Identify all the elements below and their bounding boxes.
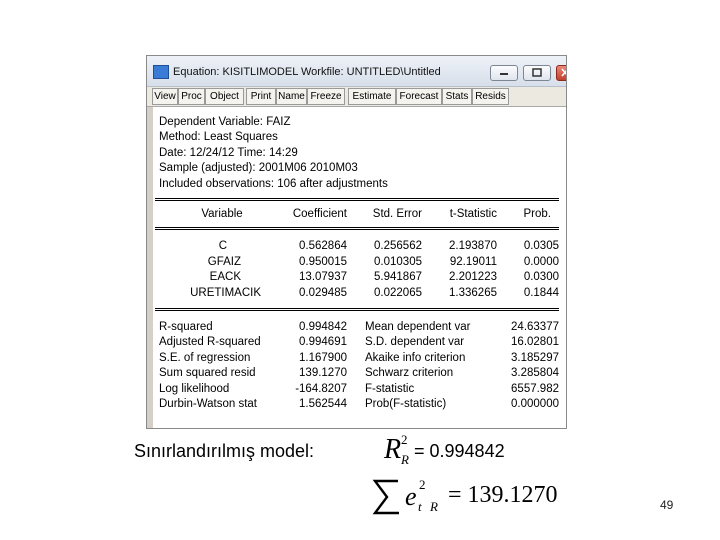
stat-value: 3.285804 [511, 367, 559, 379]
stat-value: -164.8207 [295, 383, 347, 395]
toolbar-forecast-button[interactable]: Forecast [396, 88, 442, 105]
stat-label: S.D. dependent var [365, 336, 465, 348]
toolbar-view-button[interactable]: View [152, 88, 178, 105]
method-line: Method: Least Squares [159, 131, 278, 143]
restricted-model-caption: Sınırlandırılmış model: [134, 441, 315, 461]
r-subscript: R [430, 499, 438, 514]
toolbar-freeze-button[interactable]: Freeze [307, 88, 345, 105]
toolbar-object-button[interactable]: Object [205, 88, 244, 105]
toolbar-print-button[interactable]: Print [246, 88, 276, 105]
sse-value: = 139.1270 [448, 482, 558, 508]
minimize-icon [498, 68, 510, 76]
toolbar-stats-button[interactable]: Stats [442, 88, 472, 105]
sigma-icon [372, 478, 402, 516]
stat-label: Prob(F-statistic) [365, 398, 447, 410]
scroll-margin [147, 107, 153, 428]
maximize-icon [531, 68, 543, 77]
squared-superscript: 2 [401, 432, 408, 447]
column-header-prob: Prob. [523, 208, 551, 220]
observations-line: Included observations: 106 after adjustments [159, 178, 388, 190]
window-title: Equation: KISITLIMODEL Workfile: UNTITLED\Untitled [173, 66, 441, 78]
stat-value: 139.1270 [299, 367, 347, 379]
r-symbol: R [384, 434, 402, 465]
std-error-value: 0.010305 [374, 256, 422, 268]
stat-value: 6557.982 [511, 383, 559, 395]
stat-label: Sum squared resid [159, 367, 256, 379]
variable-name: URETIMACIK [190, 287, 261, 299]
variable-name: EACK [209, 271, 241, 283]
t-statistic-value: 92.19011 [449, 256, 497, 268]
divider [155, 308, 559, 309]
dependent-variable: Dependent Variable: FAIZ [159, 116, 291, 128]
stat-value: 1.167900 [299, 352, 347, 364]
coefficient-value: 0.562864 [299, 240, 347, 252]
t-statistic-value: 2.201223 [449, 271, 497, 283]
stat-label: Log likelihood [159, 383, 230, 395]
column-header-variable: Variable [201, 208, 243, 220]
stat-label: Akaike info criterion [365, 352, 466, 364]
column-header-coefficient: Coefficient [292, 208, 347, 220]
stat-value: 0.994842 [299, 321, 347, 333]
page-number: 49 [660, 498, 674, 512]
stat-label: Adjusted R-squared [159, 336, 261, 348]
std-error-value: 5.941867 [374, 271, 422, 283]
toolbar-proc-button[interactable]: Proc [178, 88, 205, 105]
stat-value: 16.02801 [511, 336, 559, 348]
t-statistic-value: 1.336265 [449, 287, 497, 299]
r-squared-value: = 0.994842 [414, 441, 505, 461]
t-subscript: t [418, 499, 422, 514]
maximize-button[interactable] [523, 65, 551, 81]
coefficient-value: 0.950015 [299, 256, 347, 268]
stat-value: 0.994691 [299, 336, 347, 348]
toolbar-name-button[interactable]: Name [276, 88, 307, 105]
toolbar-resids-button[interactable]: Resids [472, 88, 509, 105]
divider [155, 310, 559, 311]
toolbar [147, 87, 566, 107]
stat-label: R-squared [159, 321, 213, 333]
variable-name: GFAIZ [207, 256, 241, 268]
minimize-button[interactable] [490, 65, 518, 81]
stat-label: Mean dependent var [365, 321, 471, 333]
date-line: Date: 12/24/12 Time: 14:29 [159, 147, 298, 159]
close-icon [560, 68, 567, 77]
prob-value: 0.0000 [523, 256, 559, 268]
std-error-value: 0.256562 [374, 240, 422, 252]
prob-value: 0.0300 [523, 271, 559, 283]
stat-value: 24.63377 [511, 321, 559, 333]
prob-value: 0.1844 [523, 287, 559, 299]
equation-window [146, 55, 567, 429]
stat-value: 3.185297 [511, 352, 559, 364]
title-bar[interactable] [147, 56, 566, 87]
column-header-std-error: Std. Error [372, 208, 422, 220]
stat-label: Durbin-Watson stat [159, 398, 257, 410]
divider [155, 198, 559, 199]
divider [155, 229, 559, 230]
coefficient-value: 13.07937 [299, 271, 347, 283]
stat-label: S.E. of regression [159, 352, 251, 364]
divider [155, 227, 559, 228]
variable-name: C [218, 240, 227, 252]
e-symbol: e [405, 482, 417, 511]
squared-superscript: 2 [419, 477, 426, 492]
t-statistic-value: 2.193870 [449, 240, 497, 252]
stat-value: 0.000000 [511, 398, 559, 410]
sample-line: Sample (adjusted): 2001M06 2010M03 [159, 162, 358, 174]
divider [155, 200, 559, 201]
stat-label: Schwarz criterion [365, 367, 454, 379]
toolbar-estimate-button[interactable]: Estimate [348, 88, 396, 105]
stat-value: 1.562544 [299, 398, 347, 410]
eviews-icon [153, 65, 169, 79]
prob-value: 0.0305 [523, 240, 559, 252]
coefficient-value: 0.029485 [299, 287, 347, 299]
close-button[interactable] [556, 65, 567, 81]
r-subscript: R [401, 452, 409, 467]
column-header-t-statistic: t-Statistic [449, 208, 497, 220]
stat-label: F-statistic [365, 383, 415, 395]
std-error-value: 0.022065 [374, 287, 422, 299]
output-area [147, 107, 566, 428]
